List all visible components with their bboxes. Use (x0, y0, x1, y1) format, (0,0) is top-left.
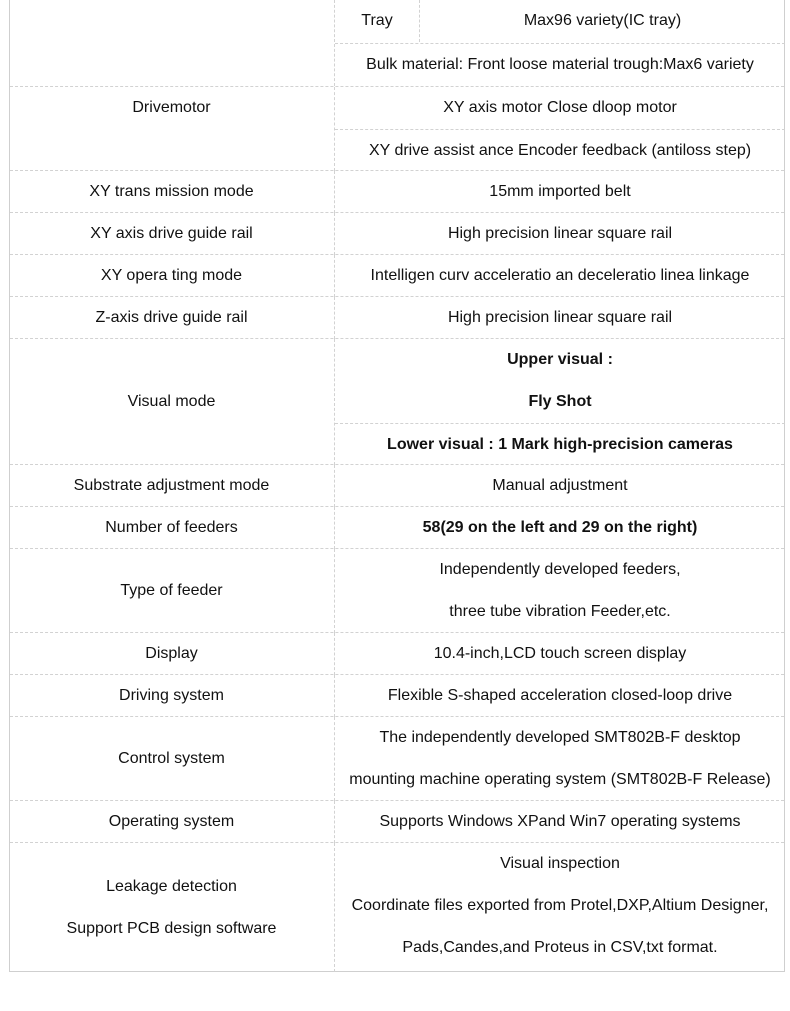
row-z-rail (10, 296, 784, 339)
row-value (334, 717, 785, 801)
control-system-label: Control system (118, 750, 225, 767)
leakage-line-2: Coordinate files exported from Protel,DXP,Altium Designer, (351, 897, 769, 914)
row-substrate (10, 464, 784, 507)
xy-transmission-value: 15mm imported belt (489, 183, 631, 200)
display-value: 10.4-inch,LCD touch screen display (433, 645, 687, 662)
row-value (334, 297, 785, 339)
row-value (334, 507, 785, 549)
row-value (334, 465, 785, 507)
row-value (334, 843, 785, 972)
bulk-material: Bulk material: Front loose material trough:Max6 variety (335, 43, 785, 86)
row-value (334, 213, 785, 255)
row-value (334, 171, 785, 213)
feeder-type-label: Type of feeder (120, 582, 223, 599)
row-drivemotor (10, 86, 784, 171)
row-label (10, 297, 333, 339)
display-label: Display (145, 645, 198, 662)
tray-value: Max96 variety(IC tray) (523, 12, 682, 29)
row-label (10, 213, 333, 255)
row-operating-system (10, 800, 784, 843)
z-rail-label: Z-axis drive guide rail (95, 309, 248, 326)
pcb-software-label: Support PCB design software (66, 919, 277, 937)
leakage-detection-label: Leakage detection (106, 877, 237, 895)
drivemotor-line-2: XY drive assist ance Encoder feedback (antiloss step) (335, 129, 785, 172)
row-display (10, 632, 784, 675)
operating-system-value: Supports Windows XPand Win7 operating systems (379, 813, 741, 830)
row-xy-rail (10, 212, 784, 255)
row-xy-transmission (10, 170, 784, 213)
feeder-type-line-1: Independently developed feeders, (439, 561, 681, 578)
leakage-line-3: Pads,Candes,and Proteus in CSV,txt format. (402, 939, 718, 956)
row-label (10, 339, 333, 465)
row-label-empty (10, 0, 333, 86)
row-value (334, 801, 785, 843)
row-value (334, 549, 785, 633)
row-label (10, 843, 333, 972)
row-label (10, 171, 333, 213)
row-control-system (10, 716, 784, 801)
row-label (10, 717, 333, 801)
feeders-count-value: 58(29 on the left and 29 on the right) (422, 519, 698, 536)
control-system-line-2: mounting machine operating system (SMT802B-F Release) (349, 771, 771, 788)
row-label (10, 801, 333, 843)
row-feeder-type (10, 548, 784, 633)
row-label (10, 675, 333, 717)
row-value (334, 633, 785, 675)
substrate-value: Manual adjustment (492, 477, 628, 494)
visual-mode-label: Visual mode (127, 393, 216, 410)
drivemotor-label: Drivemotor (132, 99, 211, 116)
row-value (334, 87, 785, 171)
substrate-label: Substrate adjustment mode (73, 477, 270, 494)
row-xy-operating (10, 254, 784, 297)
leakage-line-1: Visual inspection (500, 855, 620, 872)
row-value (334, 255, 785, 297)
z-rail-value: High precision linear square rail (447, 309, 673, 326)
xy-operating-value: Intelligen curv acceleratio an deceleratio linea linkage (370, 267, 750, 284)
row-feeders-count (10, 506, 784, 549)
row-label (10, 507, 333, 549)
tray-key: Tray (335, 0, 420, 42)
row-leakage-detection (10, 842, 784, 972)
row-value-tray (334, 0, 785, 86)
xy-transmission-label: XY trans mission mode (89, 183, 254, 200)
operating-system-label: Operating system (108, 813, 235, 830)
row-value (334, 339, 785, 465)
spec-table (9, 0, 785, 972)
visual-fly-shot: Fly Shot (528, 393, 592, 410)
xy-rail-value: High precision linear square rail (447, 225, 673, 242)
row-label (10, 633, 333, 675)
feeder-type-line-2: three tube vibration Feeder,etc. (449, 603, 671, 620)
row-label (10, 87, 333, 171)
row-tray (10, 0, 784, 86)
driving-system-label: Driving system (119, 687, 224, 704)
row-label (10, 549, 333, 633)
driving-system-value: Flexible S-shaped acceleration closed-loop drive (387, 687, 733, 704)
feeders-count-label: Number of feeders (105, 519, 238, 536)
visual-lower: Lower visual : 1 Mark high-precision cameras (335, 423, 785, 466)
visual-upper: Upper visual : (507, 351, 613, 368)
row-label (10, 465, 333, 507)
row-visual-mode (10, 338, 784, 465)
xy-operating-label: XY opera ting mode (100, 267, 243, 284)
row-value (334, 675, 785, 717)
xy-rail-label: XY axis drive guide rail (90, 225, 253, 242)
control-system-line-1: The independently developed SMT802B-F desktop (379, 729, 741, 746)
drivemotor-line-1: XY axis motor Close dloop motor (443, 99, 677, 116)
tray-subrow (335, 0, 785, 42)
row-driving-system (10, 674, 784, 717)
row-label (10, 255, 333, 297)
